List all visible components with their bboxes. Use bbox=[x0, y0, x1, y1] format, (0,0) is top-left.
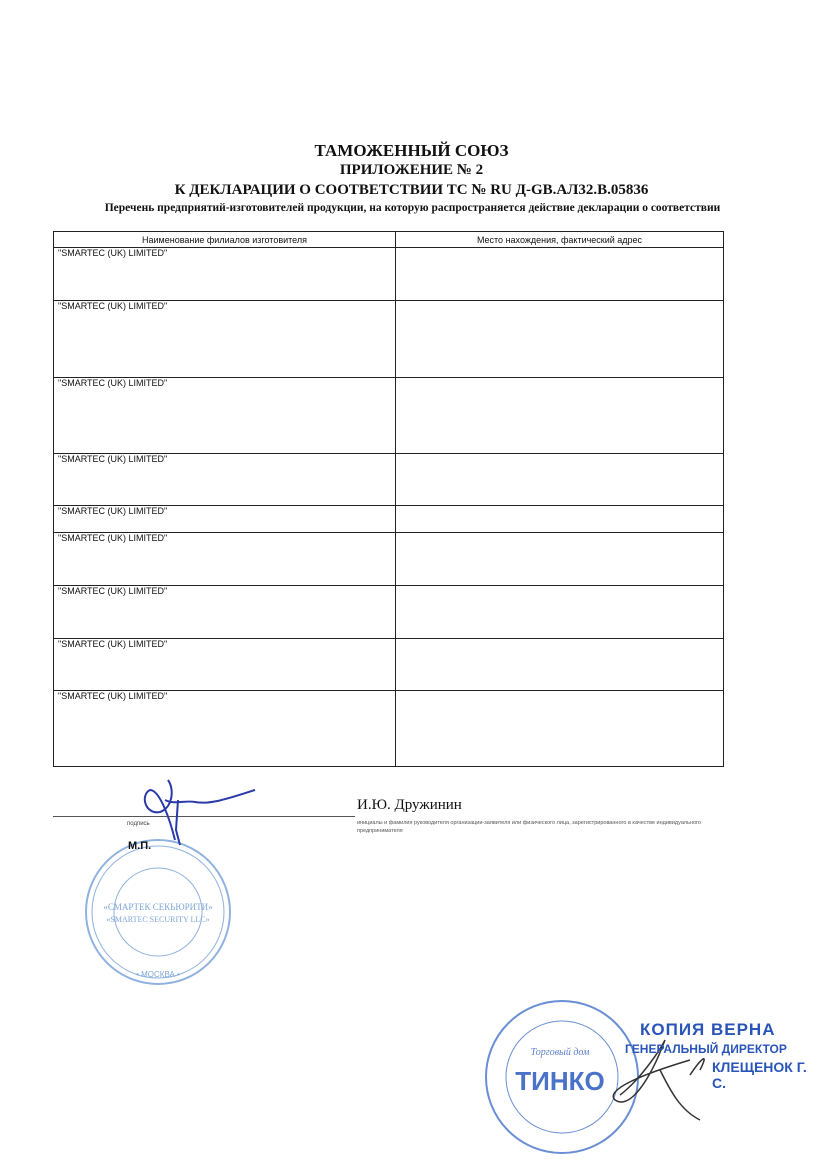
branch-name-cell: "SMARTEC (UK) LIMITED" bbox=[54, 639, 396, 691]
branch-name-cell: "SMARTEC (UK) LIMITED" bbox=[54, 454, 396, 506]
column-header-address: Место нахождения, фактический адрес bbox=[396, 232, 724, 248]
header-customs-union: ТАМОЖЕННЫЙ СОЮЗ bbox=[314, 141, 509, 160]
branch-name-cell: "SMARTEC (UK) LIMITED" bbox=[54, 378, 396, 454]
branch-name-cell: "SMARTEC (UK) LIMITED" bbox=[54, 586, 396, 639]
svg-text:• МОСКВА •: • МОСКВА • bbox=[136, 970, 180, 979]
column-header-branch-name: Наименование филиалов изготовителя bbox=[54, 232, 396, 248]
header-appendix-number: ПРИЛОЖЕНИЕ № 2 bbox=[339, 162, 484, 178]
branch-name-cell: "SMARTEC (UK) LIMITED" bbox=[54, 248, 396, 301]
copy-certified-label: КОПИЯ ВЕРНА bbox=[640, 1020, 776, 1039]
signer-signature bbox=[145, 780, 255, 845]
seal-place-label: М.П. bbox=[128, 840, 152, 852]
branch-name-cell: "SMARTEC (UK) LIMITED" bbox=[54, 301, 396, 378]
signature-label: подпись bbox=[127, 821, 150, 827]
certifier-name: КЛЕЩЕНОК Г. С. bbox=[712, 1059, 807, 1091]
tinko-seal-stamp bbox=[486, 1001, 638, 1153]
header-subtitle: Перечень предприятий-изготовителей продукции, на которую распространяется действие декларации о соответствии bbox=[104, 202, 721, 214]
header-declaration-number: К ДЕКЛАРАЦИИ О СООТВЕТСТВИИ ТС № RU Д-GB.АЛ32.В.05836 bbox=[174, 182, 649, 198]
signer-caption: инициалы и фамилия руководителя организации-заявителя или физического лица, зарегистрированного в качестве индивидуального предпринимателя bbox=[357, 820, 701, 834]
signer-name: И.Ю. Дружинин bbox=[357, 797, 462, 813]
branch-name-cell: "SMARTEC (UK) LIMITED" bbox=[54, 506, 396, 533]
branch-name-cell: "SMARTEC (UK) LIMITED" bbox=[54, 533, 396, 586]
svg-text:«SMARTEC SECURITY LLC»: «SMARTEC SECURITY LLC» bbox=[106, 915, 210, 924]
branch-name-cell: "SMARTEC (UK) LIMITED" bbox=[54, 691, 396, 767]
certifier-title: ГЕНЕРАЛЬНЫЙ ДИРЕКТОР bbox=[625, 1042, 787, 1056]
smartec-seal-stamp bbox=[86, 840, 230, 984]
svg-text:ТИНКО: ТИНКО bbox=[515, 1066, 605, 1096]
svg-text:Торговый дом: Торговый дом bbox=[530, 1047, 590, 1058]
svg-text:«СМАРТЕК СЕКЬЮРИТИ»: «СМАРТЕК СЕКЬЮРИТИ» bbox=[103, 902, 213, 912]
